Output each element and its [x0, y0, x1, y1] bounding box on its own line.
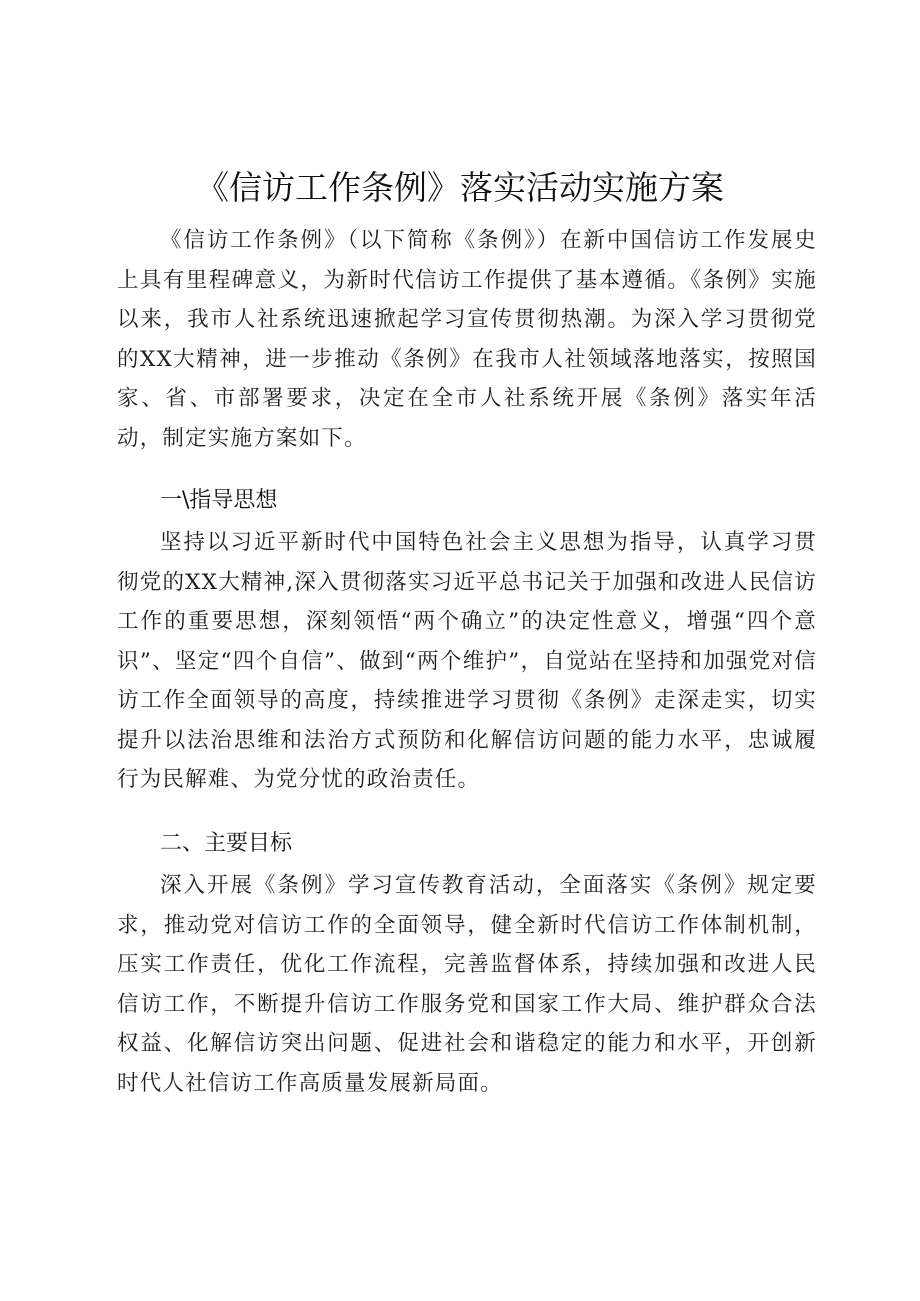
section-heading-main-goals: 二、主要目标	[160, 831, 293, 856]
section-heading-guiding-ideology: 一\指导思想	[160, 488, 278, 513]
section-body-main-goals: 深入开展《条例》学习宣传教育活动，全面落实《条例》规定要求，推动党对信访工作的全面领导，健全新时代信访工作体制机制，压实工作责任，优化工作流程，完善监督体系，持续加强和改进人民信访工作，不断提升信访工作服务党和国家工作大局、维护群众合法权益、化解信访突出问题、促进社会和谐稳定的能力和水平，开创新时代人社信访工作高质量发展新局面。	[117, 873, 817, 1096]
section-body-guiding-ideology: 坚持以习近平新时代中国特色社会主义思想为指导，认真学习贯彻党的XX大精神,深入贯彻落实习近平总书记关于加强和改进人民信访工作的重要思想，深刻领悟“两个确立”的决定性意义，增强“四个意识”、坚定“四个自信”、做到“两个维护”，自觉站在坚持和加强党对信访工作全面领导的高度，持续推进学习贯彻《条例》走深走实，切实提升以法治思维和法治方式预防和化解信访问题的能力水平，忠诚履行为民解难、为党分忧的政治责任。	[117, 530, 817, 792]
intro-paragraph: 《信访工作条例》（以下简称《条例》）在新中国信访工作发展史上具有里程碑意义，为新时代信访工作提供了基本遵循。《条例》实施以来，我市人社系统迅速掀起学习宣传贯彻热潮。为深入学习贯彻党的XX大精神，进一步推动《条例》在我市人社领域落地落实，按照国家、省、市部署要求，决定在全市人社系统开展《条例》落实年活动，制定实施方案如下。	[117, 228, 817, 451]
document-title: 《信访工作条例》落实活动实施方案	[196, 168, 724, 207]
